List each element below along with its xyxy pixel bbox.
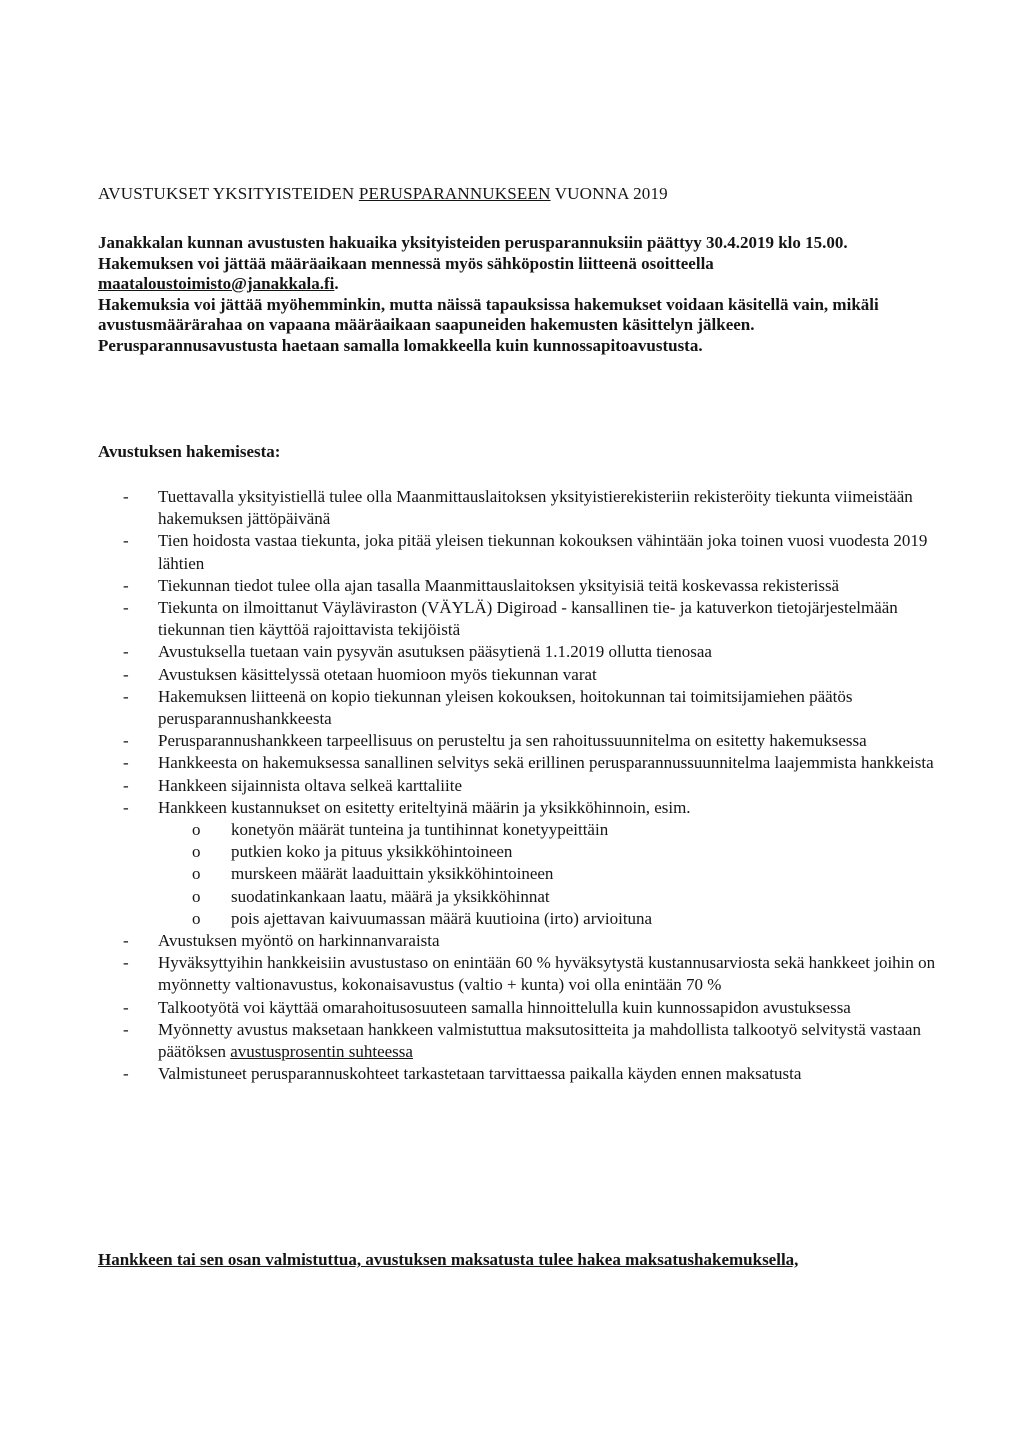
list-item-text: Avustuksella tuetaan vain pysyvän asutuksen pääsytienä 1.1.2019 ollutta tienosaa <box>158 642 712 662</box>
list-item <box>120 530 950 574</box>
dash-bullet: - <box>123 686 129 706</box>
sub-list-item-text: suodatinkankaan laatu, määrä ja yksikköhinnat <box>231 886 550 906</box>
document-title <box>98 184 958 204</box>
sub-list-item-text: konetyön määrät tunteina ja tuntihinnat konetyypeittäin <box>231 820 609 840</box>
sub-list-item <box>186 863 950 885</box>
payment-item-text: Myönnetty avustus maksetaan hankkeen valmistuttua maksutositteita ja mahdollista talkootyö selvitystä vastaan päätöksen <box>158 1019 921 1062</box>
title-underlined: PERUSPARANNUKSEEN <box>358 184 551 203</box>
sub-list-item-text: murskeen määrät laaduittain yksikköhintoineen <box>231 864 554 884</box>
list-item-text: Hankkeen kustannukset on esitetty eriteltyinä määrin ja yksikköhinnoin, esim. <box>158 797 691 817</box>
list-item-text: Perusparannushankkeen tarpeellisuus on perusteltu ja sen rahoitussuunnitelma on esitetty hakemuksessa <box>158 731 867 751</box>
dash-bullet: - <box>123 487 129 506</box>
deadline-paragraph <box>98 233 943 295</box>
list-item-text: Avustuksen käsittelyssä otetaan huomioon myös tiekunnan varat <box>158 664 597 684</box>
list-item-text: Hakemuksen liitteenä on kopio tiekunnan yleisen kokouksen, hoitokunnan tai toimitsijamiehen päätös perusparannushankkeesta <box>158 686 853 729</box>
late-applications-paragraph: Hakemuksia voi jättää myöhemminkin, mutta näissä tapauksissa hakemukset voidaan käsitellä vain, mikäli avustusmäärärahaa on vapaana määräaikaan saapuneiden hakemusten käsittelyn jälkeen. <box>98 294 879 335</box>
list-item <box>120 641 950 663</box>
list-item-text: Tien hoidosta vastaa tiekunta, joka pitää yleisen tiekunnan kokouksen vähintään joka toinen vuosi vuodesta 2019 lähtien <box>158 531 928 573</box>
list-item <box>120 664 950 686</box>
circle-bullet: o <box>192 886 201 906</box>
section-heading: Avustuksen hakemisesta: <box>98 442 281 461</box>
list-item <box>120 730 950 752</box>
list-item-text: Tiekunta on ilmoittanut Väyläviraston (VÄYLÄ) Digiroad - kansallinen tie- ja katuverkon tietojärjestelmään tiekunnan tien käyttöä rajoittavista tekijöistä <box>158 598 898 640</box>
dash-bullet: - <box>123 531 129 551</box>
dash-bullet: - <box>123 598 129 618</box>
sub-list-item <box>186 908 950 930</box>
list-item-text: Hankkeesta on hakemuksessa sanallinen selvitys sekä erillinen perusparannussuunnitelma laajemmista hankkeista <box>158 753 934 773</box>
circle-bullet: o <box>192 908 201 928</box>
dash-bullet: - <box>123 731 129 751</box>
list-item <box>120 775 950 797</box>
dash-bullet: - <box>123 931 129 951</box>
deadline-text: Janakkalan kunnan avustusten hakuaika yksityisteiden perusparannuksiin päättyy 30.4.2019 klo 15.00. Hakemuksen voi jättää määräaikaan mennessä myös sähköpostin liitteenä osoitteella <box>98 233 848 273</box>
dash-bullet: - <box>123 775 129 795</box>
list-item-text: Valmistuneet perusparannuskohteet tarkastetaan tarvittaessa paikalla käyden ennen maksatusta <box>158 1064 802 1084</box>
sub-list-item-text: putkien koko ja pituus yksikköhintoineen <box>231 842 513 862</box>
list-item-text: Talkootyötä voi käyttää omarahoitusosuuteen samalla hinnoittelulla kuin kunnossapidon avustuksessa <box>158 997 851 1017</box>
sub-list-item-text: pois ajettavan kaivuumassan määrä kuutioina (irto) arvioituna <box>231 908 653 928</box>
list-item <box>120 997 950 1019</box>
dash-bullet: - <box>123 797 129 817</box>
list-item <box>120 930 950 952</box>
list-item <box>120 597 950 641</box>
intro-section <box>98 233 943 357</box>
list-item <box>120 797 950 930</box>
dash-bullet: - <box>123 642 129 662</box>
list-item <box>120 1019 950 1063</box>
email-link[interactable]: maataloustoimisto@janakkala.fi <box>98 274 335 294</box>
list-item-text: Avustuksen myöntö on harkinnanvaraista <box>158 931 440 951</box>
circle-bullet: o <box>192 842 201 862</box>
dash-bullet: - <box>123 953 129 973</box>
title-pre: AVUSTUKSET YKSITYISTEIDEN <box>98 184 359 203</box>
dash-bullet: - <box>123 1019 129 1039</box>
list-item <box>120 575 950 597</box>
circle-bullet: o <box>192 864 201 884</box>
payment-item-underlined: avustusprosentin suhteessa <box>230 1042 413 1062</box>
list-item <box>120 486 950 530</box>
circle-bullet: o <box>192 820 201 840</box>
deadline-end: . <box>334 274 339 294</box>
dash-bullet: - <box>123 664 129 684</box>
payment-application-note: Hankkeen tai sen osan valmistuttua, avustuksen maksatusta tulee hakea maksatushakemuksella, <box>98 1250 799 1269</box>
requirements-list <box>120 486 950 1085</box>
list-item <box>120 952 950 996</box>
list-item-text: Tuettavalla yksityistiellä tulee olla Maanmittauslaitoksen yksityistierekisteriin rekisteröity tiekunta viimeistään hakemuksen jättöpäivänä <box>158 487 913 529</box>
dash-bullet: - <box>123 997 129 1017</box>
list-item <box>120 752 950 774</box>
dash-bullet: - <box>123 575 129 595</box>
list-item-text: Hankkeen sijainnista oltava selkeä karttaliite <box>158 775 462 795</box>
sub-list-item <box>186 886 950 908</box>
list-item <box>120 686 950 730</box>
sub-list-item <box>186 841 950 863</box>
sub-list-item <box>186 819 950 841</box>
list-item-text: Hyväksyttyihin hankkeisiin avustustaso on enintään 60 % hyväksytystä kustannusarviosta sekä hankkeet joihin on myönnetty valtionavustus, kokonaisavustus (valtio + kunta) voi olla enintään 70 % <box>158 953 936 995</box>
title-post: VUONNA 2019 <box>550 184 668 203</box>
cost-examples-list <box>158 819 950 930</box>
list-item <box>120 1063 950 1085</box>
dash-bullet: - <box>123 753 129 773</box>
list-item-text: Tiekunnan tiedot tulee olla ajan tasalla Maanmittauslaitoksen yksityisiä teitä koskevassa rekisterissä <box>158 575 840 595</box>
form-paragraph: Perusparannusavustusta haetaan samalla lomakkeella kuin kunnossapitoavustusta. <box>98 335 703 355</box>
dash-bullet: - <box>123 1064 129 1084</box>
